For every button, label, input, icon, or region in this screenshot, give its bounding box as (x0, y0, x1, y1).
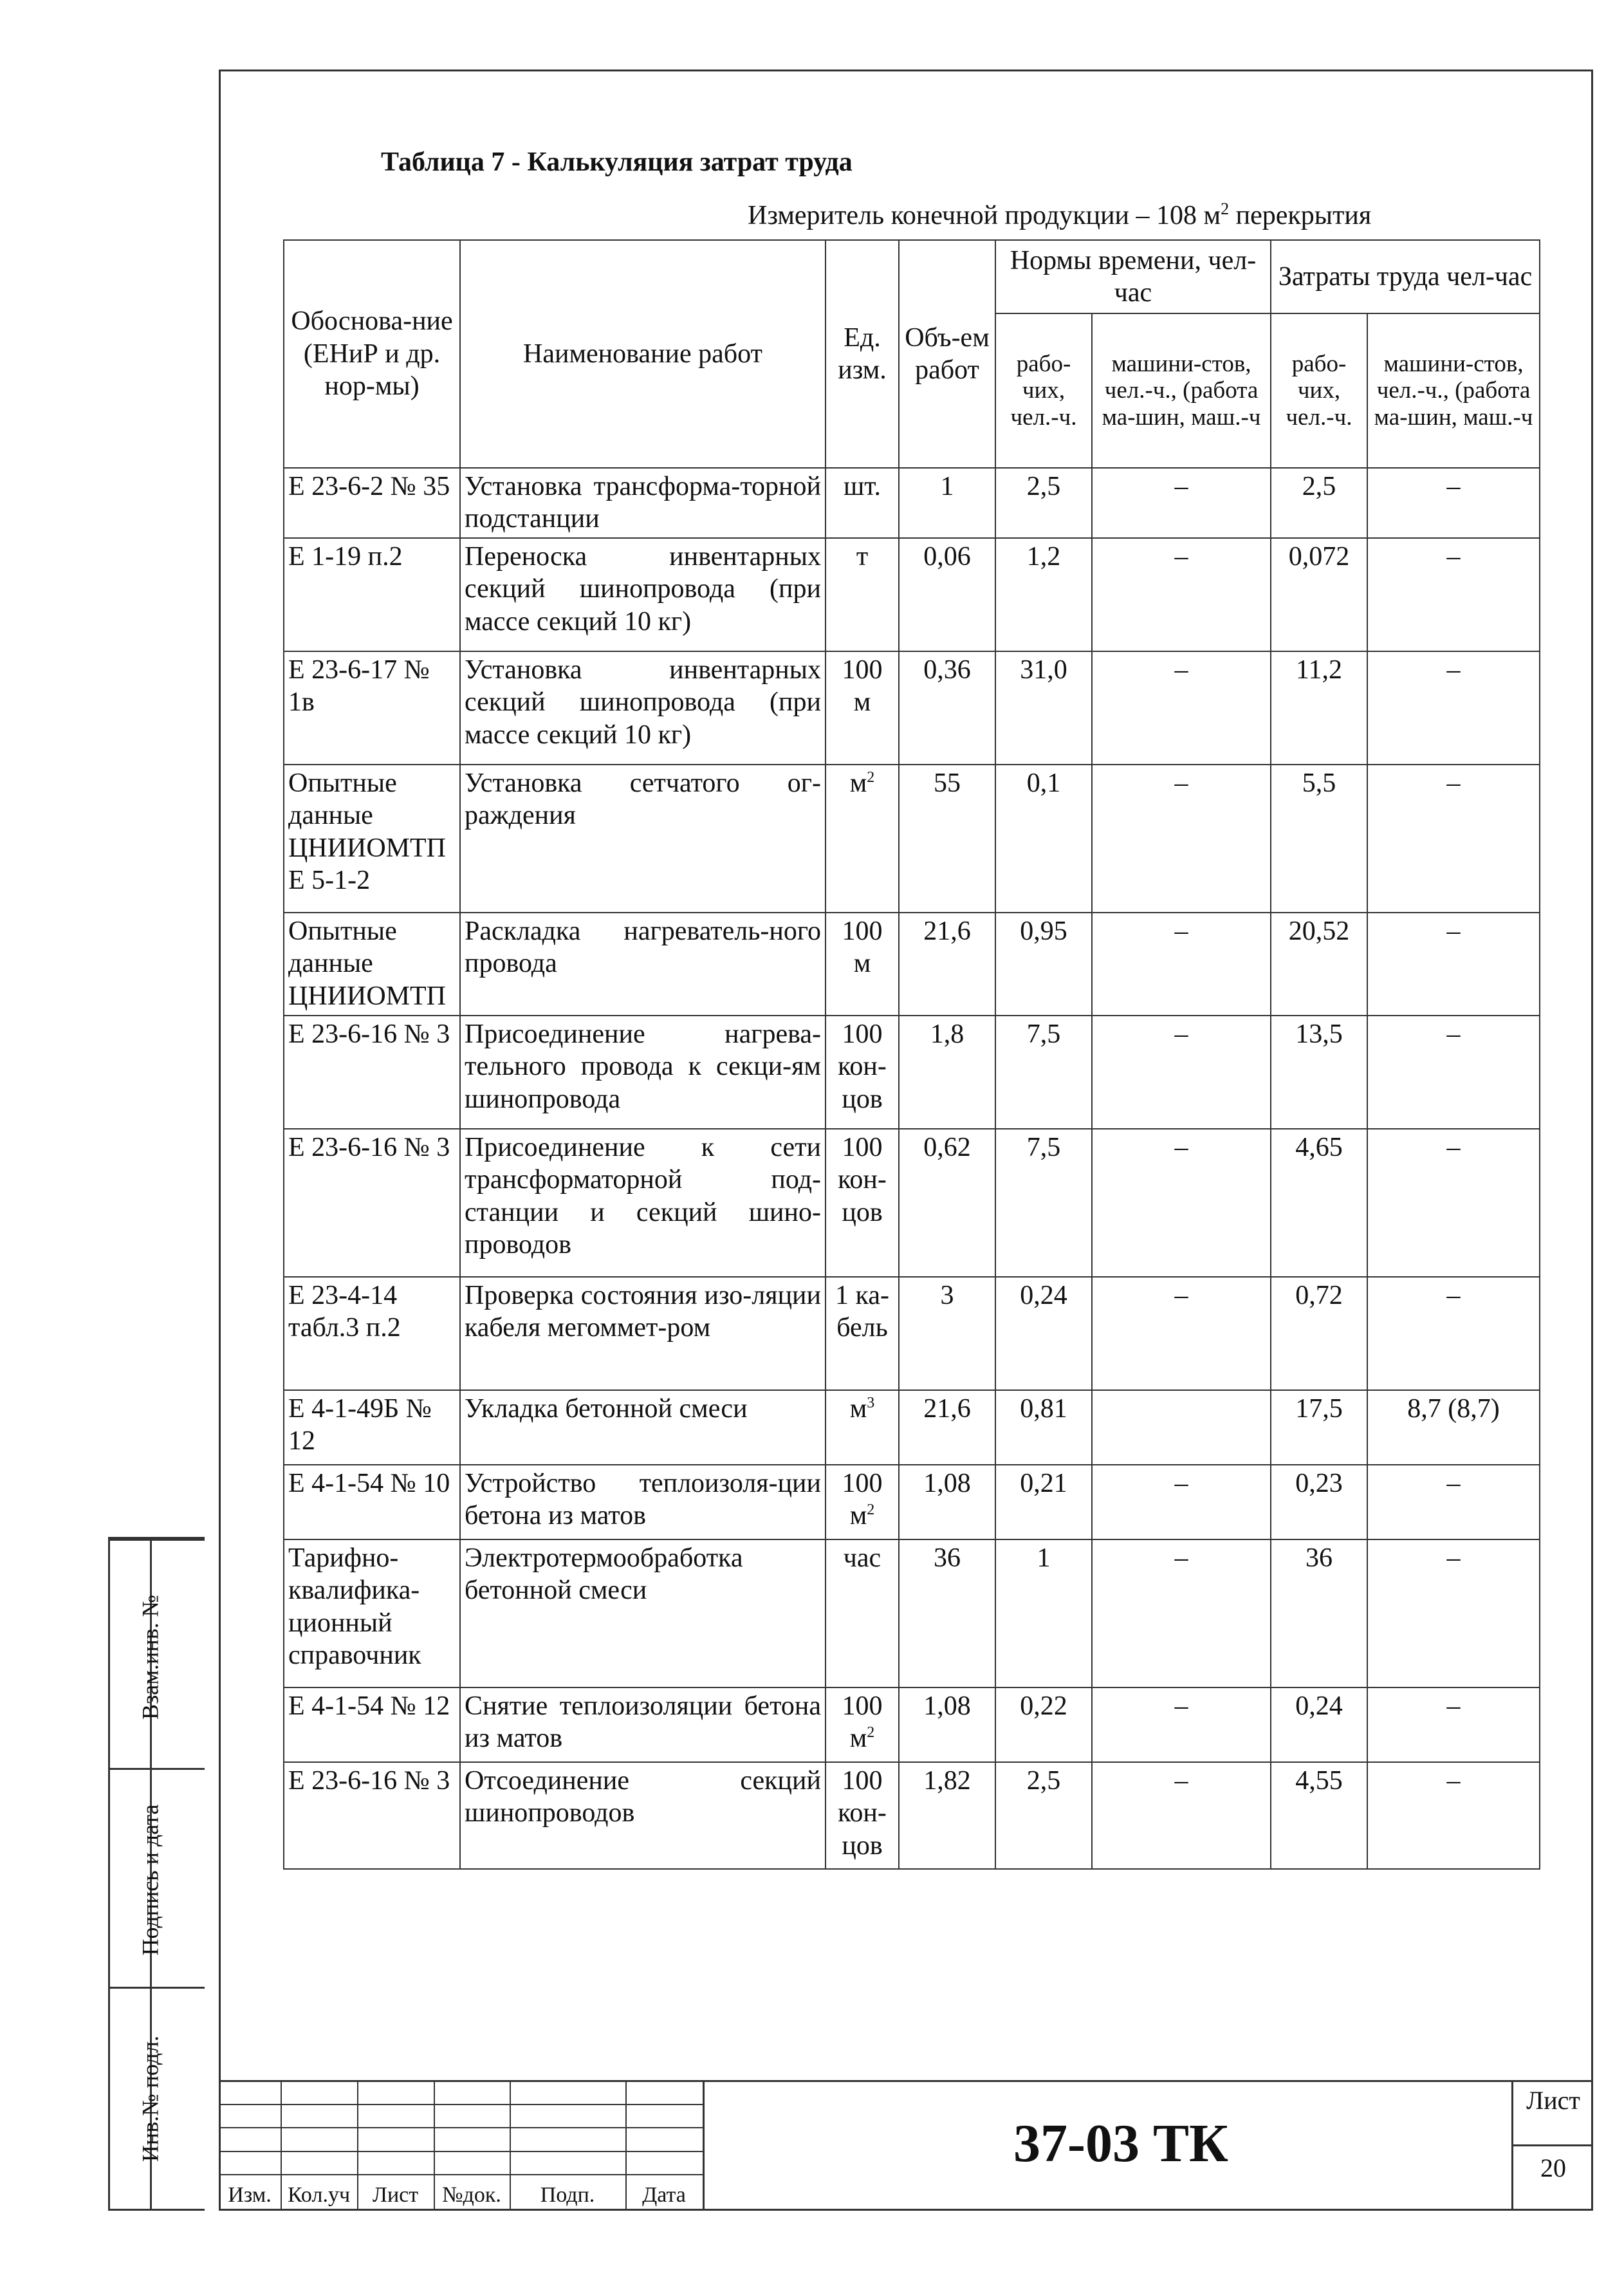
cell-norm-machinists-text: – (1174, 541, 1188, 572)
cell-volume-text: 21,6 (923, 1393, 971, 1424)
cell-cost-machinists (1367, 1762, 1540, 1869)
cell-unit (826, 1277, 899, 1390)
side-label-signature: Подпись и дата (137, 1804, 163, 1956)
cell-cost-machinists-text: – (1446, 1543, 1461, 1573)
table-row (284, 651, 1540, 765)
cell-cost-machinists (1367, 1465, 1540, 1539)
cell-volume-text: 1,82 (923, 1765, 971, 1796)
cell-work-name-text: Устройство теплоизоля-ции бетона из матов (465, 1468, 821, 1531)
cell-work-name (460, 1016, 826, 1129)
cell-cost-machinists-text: – (1446, 1132, 1461, 1162)
cell-norm-workers (995, 1277, 1092, 1390)
cell-basis-text: Е 23-6-16 № 3 (288, 1765, 450, 1796)
cell-basis-text: Е 1-19 п.2 (288, 541, 403, 572)
cell-unit (826, 651, 899, 765)
cell-cost-workers (1271, 765, 1367, 913)
cell-norm-machinists (1092, 913, 1271, 1016)
cell-norm-workers-text: 0,22 (1020, 1691, 1067, 1721)
cell-cost-machinists-text: – (1446, 768, 1461, 798)
cell-norm-workers-text: 0,95 (1020, 916, 1067, 946)
sheet-label: Лист (1526, 2086, 1580, 2115)
cell-norm-workers (995, 468, 1092, 538)
cell-norm-workers (995, 1762, 1092, 1869)
cell-work-name-text: Установка инвентарных секций шинопровода (при массе секций 10 кг) (465, 655, 821, 750)
cell-work-name-text: Переноска инвентарных секций шинопровода (при массе секций 10 кг) (465, 541, 821, 637)
cell-norm-workers-text: 31,0 (1020, 655, 1067, 685)
cell-unit-sup: 2 (867, 1724, 875, 1742)
cell-cost-machinists-text: – (1446, 1280, 1461, 1310)
cell-unit-text: 100 м (842, 1691, 883, 1754)
cell-norm-machinists (1092, 765, 1271, 913)
cell-volume-text: 0,62 (923, 1132, 971, 1162)
side-stamp-column (108, 1537, 205, 2211)
cell-cost-workers-text: 36 (1306, 1543, 1333, 1573)
cell-norm-machinists-text: – (1174, 1468, 1188, 1498)
cell-unit (826, 1539, 899, 1687)
cell-norm-workers (995, 1539, 1092, 1687)
cell-work-name-text: Укладка бетонной смеси (465, 1393, 748, 1424)
cell-norm-workers-text: 2,5 (1026, 472, 1061, 501)
table-row (284, 1465, 1540, 1539)
cell-norm-machinists (1092, 1016, 1271, 1129)
header-name: Наименование работ (460, 240, 826, 468)
cell-norm-workers (995, 538, 1092, 651)
side-cell-signature (110, 1768, 205, 1987)
cell-cost-machinists (1367, 1687, 1540, 1762)
cell-norm-machinists (1092, 468, 1271, 538)
cell-cost-workers (1271, 913, 1367, 1016)
cell-norm-workers-text: 2,5 (1026, 1765, 1061, 1796)
cell-unit (826, 1762, 899, 1869)
table-row (284, 913, 1540, 1016)
cell-work-name (460, 765, 826, 913)
cell-cost-machinists (1367, 538, 1540, 651)
cell-norm-machinists (1092, 1129, 1271, 1277)
cell-unit-text: 100 кон-цов (838, 1765, 887, 1861)
cell-unit (826, 1687, 899, 1762)
cell-norm-machinists-text: – (1174, 1019, 1188, 1049)
cell-work-name (460, 651, 826, 765)
measure-sup: 2 (1221, 200, 1230, 218)
cell-unit-sup: 2 (867, 1501, 875, 1519)
header-norms-workers: рабо-чих, чел.-ч. (995, 313, 1092, 468)
cell-basis (284, 468, 460, 538)
cell-volume-text: 0,06 (923, 541, 971, 572)
cell-cost-machinists (1367, 1129, 1540, 1277)
side-cell-inventory (110, 1987, 205, 2211)
cell-unit-text: м (849, 1393, 867, 1424)
cell-basis-text: Е 23-6-2 № 35 (288, 472, 450, 501)
cell-basis (284, 1762, 460, 1869)
labor-calculation-table (283, 239, 1540, 1870)
cell-basis-text: Опытные данные ЦНИИОМТП Е 5-1-2 (288, 768, 446, 895)
table-row (284, 1277, 1540, 1390)
cell-work-name (460, 1465, 826, 1539)
cell-unit (826, 1390, 899, 1465)
cell-norm-workers (995, 913, 1092, 1016)
cell-basis-text: Е 23-6-17 № 1в (288, 655, 430, 718)
cell-norm-workers (995, 651, 1092, 765)
cell-cost-machinists (1367, 1390, 1540, 1465)
cell-volume (899, 1687, 995, 1762)
cell-unit-sup: 3 (867, 1394, 875, 1411)
cell-norm-machinists (1092, 1390, 1271, 1465)
cell-volume (899, 1539, 995, 1687)
cell-cost-workers (1271, 538, 1367, 651)
cell-unit (826, 538, 899, 651)
table-row (284, 1762, 1540, 1869)
cell-work-name-text: Электротермообработка бетонной смеси (465, 1543, 743, 1606)
cell-work-name (460, 1762, 826, 1869)
cell-cost-machinists (1367, 468, 1540, 538)
document-code: 37-03 ТК (1013, 2114, 1228, 2173)
cell-cost-machinists-text: – (1446, 1691, 1461, 1721)
cell-unit-sup: 2 (867, 768, 875, 786)
cell-basis (284, 538, 460, 651)
cell-unit-text: шт. (843, 472, 881, 501)
cell-cost-machinists (1367, 913, 1540, 1016)
cell-volume-text: 3 (940, 1280, 954, 1310)
cell-work-name (460, 468, 826, 538)
cell-cost-workers (1271, 1129, 1367, 1277)
cell-cost-machinists-text: – (1446, 916, 1461, 946)
cell-work-name (460, 1277, 826, 1390)
cell-basis (284, 1465, 460, 1539)
cell-cost-workers-text: 11,2 (1296, 655, 1342, 685)
cell-norm-workers-text: 0,21 (1020, 1468, 1067, 1498)
cell-cost-workers-text: 0,072 (1288, 541, 1350, 572)
cell-basis (284, 1129, 460, 1277)
cell-unit-text: час (843, 1543, 881, 1573)
side-label-inventory: Инв.№ подл. (137, 2035, 163, 2162)
cell-unit (826, 765, 899, 913)
grid-hline (219, 2104, 703, 2105)
cell-work-name-text: Установка сетчатого ог-раждения (465, 768, 821, 831)
grid-hline (219, 2151, 703, 2152)
cell-norm-workers (995, 765, 1092, 913)
header-costs: Затраты труда чел-час (1271, 240, 1540, 313)
cell-norm-machinists-text: – (1174, 1691, 1188, 1721)
table-row (284, 468, 1540, 538)
cell-volume-text: 1,8 (930, 1019, 964, 1049)
table-row (284, 1687, 1540, 1762)
cell-norm-machinists (1092, 1762, 1271, 1869)
cell-cost-workers-text: 20,52 (1288, 916, 1350, 946)
cell-unit (826, 1465, 899, 1539)
cell-cost-machinists-text: – (1446, 1765, 1461, 1796)
cell-norm-workers-text: 0,81 (1020, 1393, 1067, 1424)
cell-cost-machinists (1367, 1277, 1540, 1390)
header-unit: Ед. изм. (826, 240, 899, 468)
cell-volume (899, 538, 995, 651)
grid-hline (219, 2127, 703, 2128)
header-norms: Нормы времени, чел-час (995, 240, 1271, 313)
cell-norm-workers (995, 1016, 1092, 1129)
cell-basis (284, 913, 460, 1016)
cell-norm-workers-text: 1,2 (1026, 541, 1061, 572)
cell-unit (826, 1129, 899, 1277)
tb-label-qty: Кол.уч (287, 2183, 351, 2207)
cell-unit-text: 100 м (842, 655, 883, 718)
cell-unit-text: 100 кон-цов (838, 1019, 887, 1114)
cell-work-name-text: Раскладка нагреватель-ного провода (465, 916, 821, 979)
title-block (219, 2080, 1593, 2211)
grid-hline (219, 2174, 703, 2175)
cell-cost-workers-text: 2,5 (1302, 472, 1336, 501)
cell-unit-text: 100 м (842, 1468, 883, 1531)
sheet-box (1511, 2080, 1593, 2211)
cell-cost-machinists-text: – (1446, 472, 1461, 501)
cell-basis (284, 765, 460, 913)
sheet-number: 20 (1513, 2144, 1593, 2183)
cell-norm-machinists-text: – (1174, 768, 1188, 798)
cell-cost-machinists (1367, 765, 1540, 913)
table-row (284, 538, 1540, 651)
cell-volume (899, 913, 995, 1016)
cell-basis-text: Опытные данные ЦНИИОМТП (288, 916, 446, 1011)
cell-work-name-text: Присоединение к сети трансформаторной под-станции и секций шино-проводов (465, 1132, 821, 1259)
cell-unit-text: 1 ка-бель (835, 1280, 889, 1343)
cell-norm-workers (995, 1465, 1092, 1539)
cell-cost-workers (1271, 1465, 1367, 1539)
cell-work-name (460, 913, 826, 1016)
measure-text: Измеритель конечной продукции – 108 м (748, 201, 1221, 230)
cell-volume-text: 1,08 (923, 1691, 971, 1721)
cell-norm-workers-text: 0,1 (1026, 768, 1061, 798)
cell-volume-text: 1,08 (923, 1468, 971, 1498)
cell-cost-workers (1271, 1390, 1367, 1465)
cell-basis (284, 1687, 460, 1762)
cell-norm-machinists (1092, 1277, 1271, 1390)
cell-work-name-text: Отсоединение секций шинопроводов (465, 1765, 821, 1828)
cell-volume-text: 36 (934, 1543, 961, 1573)
cell-cost-workers (1271, 1762, 1367, 1869)
cell-work-name (460, 1687, 826, 1762)
cell-cost-machinists-text: – (1446, 1019, 1461, 1049)
cell-cost-workers-text: 0,72 (1295, 1280, 1343, 1310)
cell-work-name-text: Установка трансформа-торной подстанции (465, 472, 821, 534)
cell-cost-machinists (1367, 651, 1540, 765)
cell-volume (899, 1390, 995, 1465)
cell-volume (899, 1016, 995, 1129)
cell-norm-machinists-text: – (1174, 472, 1188, 501)
cell-norm-machinists (1092, 651, 1271, 765)
table-row (284, 765, 1540, 913)
tb-label-sheet: Лист (372, 2183, 419, 2207)
cell-norm-machinists-text: – (1174, 655, 1188, 685)
cell-norm-machinists-text: – (1174, 916, 1188, 946)
cell-norm-machinists-text: – (1174, 1280, 1188, 1310)
cell-norm-workers (995, 1390, 1092, 1465)
cell-basis-text: Е 23-6-16 № 3 (288, 1132, 450, 1162)
cell-basis-text: Е 4-1-54 № 10 (288, 1468, 450, 1498)
tb-label-signature: Подп. (540, 2183, 595, 2207)
cell-norm-workers-text: 0,24 (1020, 1280, 1067, 1310)
cell-work-name-text: Снятие теплоизоляции бетона из матов (465, 1691, 821, 1754)
cell-norm-workers (995, 1129, 1092, 1277)
cell-unit-text: 100 кон-цов (838, 1132, 887, 1227)
cell-cost-machinists (1367, 1539, 1540, 1687)
cell-work-name (460, 1539, 826, 1687)
cell-cost-machinists-text: 8,7 (8,7) (1407, 1393, 1500, 1424)
cell-cost-workers-text: 0,23 (1295, 1468, 1343, 1498)
cell-basis (284, 1539, 460, 1687)
cell-unit (826, 468, 899, 538)
cell-volume-text: 55 (934, 768, 961, 798)
cell-basis (284, 651, 460, 765)
cell-work-name (460, 538, 826, 651)
cell-cost-workers (1271, 468, 1367, 538)
table-row (284, 1539, 1540, 1687)
cell-cost-workers (1271, 651, 1367, 765)
cell-work-name (460, 1390, 826, 1465)
cell-basis (284, 1277, 460, 1390)
cell-norm-machinists-text: – (1174, 1543, 1188, 1573)
table-row (284, 1129, 1540, 1277)
cell-norm-workers-text: 7,5 (1026, 1132, 1061, 1162)
cell-work-name-text: Проверка состояния изо-ляции кабеля мегоммет-ром (465, 1280, 821, 1343)
cell-cost-machinists-text: – (1446, 541, 1461, 572)
cell-norm-machinists (1092, 1539, 1271, 1687)
cell-cost-workers-text: 4,65 (1295, 1132, 1343, 1162)
header-costs-workers: рабо-чих, чел.-ч. (1271, 313, 1367, 468)
cell-unit (826, 1016, 899, 1129)
cell-volume (899, 1762, 995, 1869)
cell-norm-machinists-text: – (1174, 1765, 1188, 1796)
cell-norm-machinists (1092, 1687, 1271, 1762)
cell-basis (284, 1390, 460, 1465)
cell-cost-machinists-text: – (1446, 1468, 1461, 1498)
tb-label-date: Дата (642, 2183, 686, 2207)
cell-cost-workers (1271, 1687, 1367, 1762)
cell-norm-workers-text: 7,5 (1026, 1019, 1061, 1049)
cell-unit-text: м (849, 768, 867, 798)
cell-volume-text: 1 (940, 472, 954, 501)
cell-basis-text: Тарифно-квалифика-ционный справочник (288, 1543, 421, 1670)
cell-unit (826, 913, 899, 1016)
header-costs-machinists: машини-стов, чел.-ч., (работа ма-шин, маш.-ч (1367, 313, 1540, 468)
cell-volume (899, 1129, 995, 1277)
header-basis: Обоснова-ние (ЕНиР и др. нор-мы) (284, 240, 460, 468)
cell-volume-text: 21,6 (923, 916, 971, 946)
cell-volume (899, 468, 995, 538)
cell-cost-workers (1271, 1016, 1367, 1129)
title-block-grid (219, 2080, 705, 2211)
cell-norm-machinists-text: – (1174, 1132, 1188, 1162)
cell-unit-text: т (856, 541, 869, 572)
cell-cost-workers-text: 5,5 (1302, 768, 1336, 798)
table-row (284, 1016, 1540, 1129)
measure-line (748, 200, 1371, 231)
table-caption: Таблица 7 - Калькуляция затрат труда (381, 147, 853, 177)
cell-norm-machinists (1092, 538, 1271, 651)
cell-unit-text: 100 м (842, 916, 883, 979)
cell-basis-text: Е 23-6-16 № 3 (288, 1019, 450, 1049)
tb-label-docnum: №док. (442, 2183, 501, 2207)
cell-basis-text: Е 23-4-14 табл.3 п.2 (288, 1280, 401, 1343)
cell-basis-text: Е 4-1-49Б № 12 (288, 1393, 432, 1456)
cell-volume (899, 765, 995, 913)
cell-cost-workers-text: 4,55 (1295, 1765, 1343, 1796)
cell-norm-workers-text: 1 (1037, 1543, 1051, 1573)
cell-basis-text: Е 4-1-54 № 12 (288, 1691, 450, 1721)
cell-volume-text: 0,36 (923, 655, 971, 685)
cell-norm-machinists (1092, 1465, 1271, 1539)
cell-volume (899, 1465, 995, 1539)
cell-cost-workers (1271, 1539, 1367, 1687)
measure-tail: перекрытия (1229, 201, 1372, 230)
cell-cost-workers-text: 13,5 (1295, 1019, 1343, 1049)
cell-work-name (460, 1129, 826, 1277)
table-row (284, 1390, 1540, 1465)
side-cell-replace (110, 1539, 205, 1768)
header-norms-machinists: машини-стов, чел.-ч., (работа ма-шин, маш.-ч (1092, 313, 1271, 468)
side-label-replace: Взам.инв. № (137, 1595, 163, 1720)
cell-work-name-text: Присоединение нагрева-тельного провода к секци-ям шинопровода (465, 1019, 821, 1114)
cell-cost-workers-text: 0,24 (1295, 1691, 1343, 1721)
cell-cost-machinists (1367, 1016, 1540, 1129)
header-volume: Объ-ем работ (899, 240, 995, 468)
cell-cost-workers-text: 17,5 (1295, 1393, 1343, 1424)
cell-volume (899, 1277, 995, 1390)
cell-cost-workers (1271, 1277, 1367, 1390)
tb-label-change: Изм. (228, 2183, 272, 2207)
cell-norm-workers (995, 1687, 1092, 1762)
cell-cost-machinists-text: – (1446, 655, 1461, 685)
cell-basis (284, 1016, 460, 1129)
cell-volume (899, 651, 995, 765)
